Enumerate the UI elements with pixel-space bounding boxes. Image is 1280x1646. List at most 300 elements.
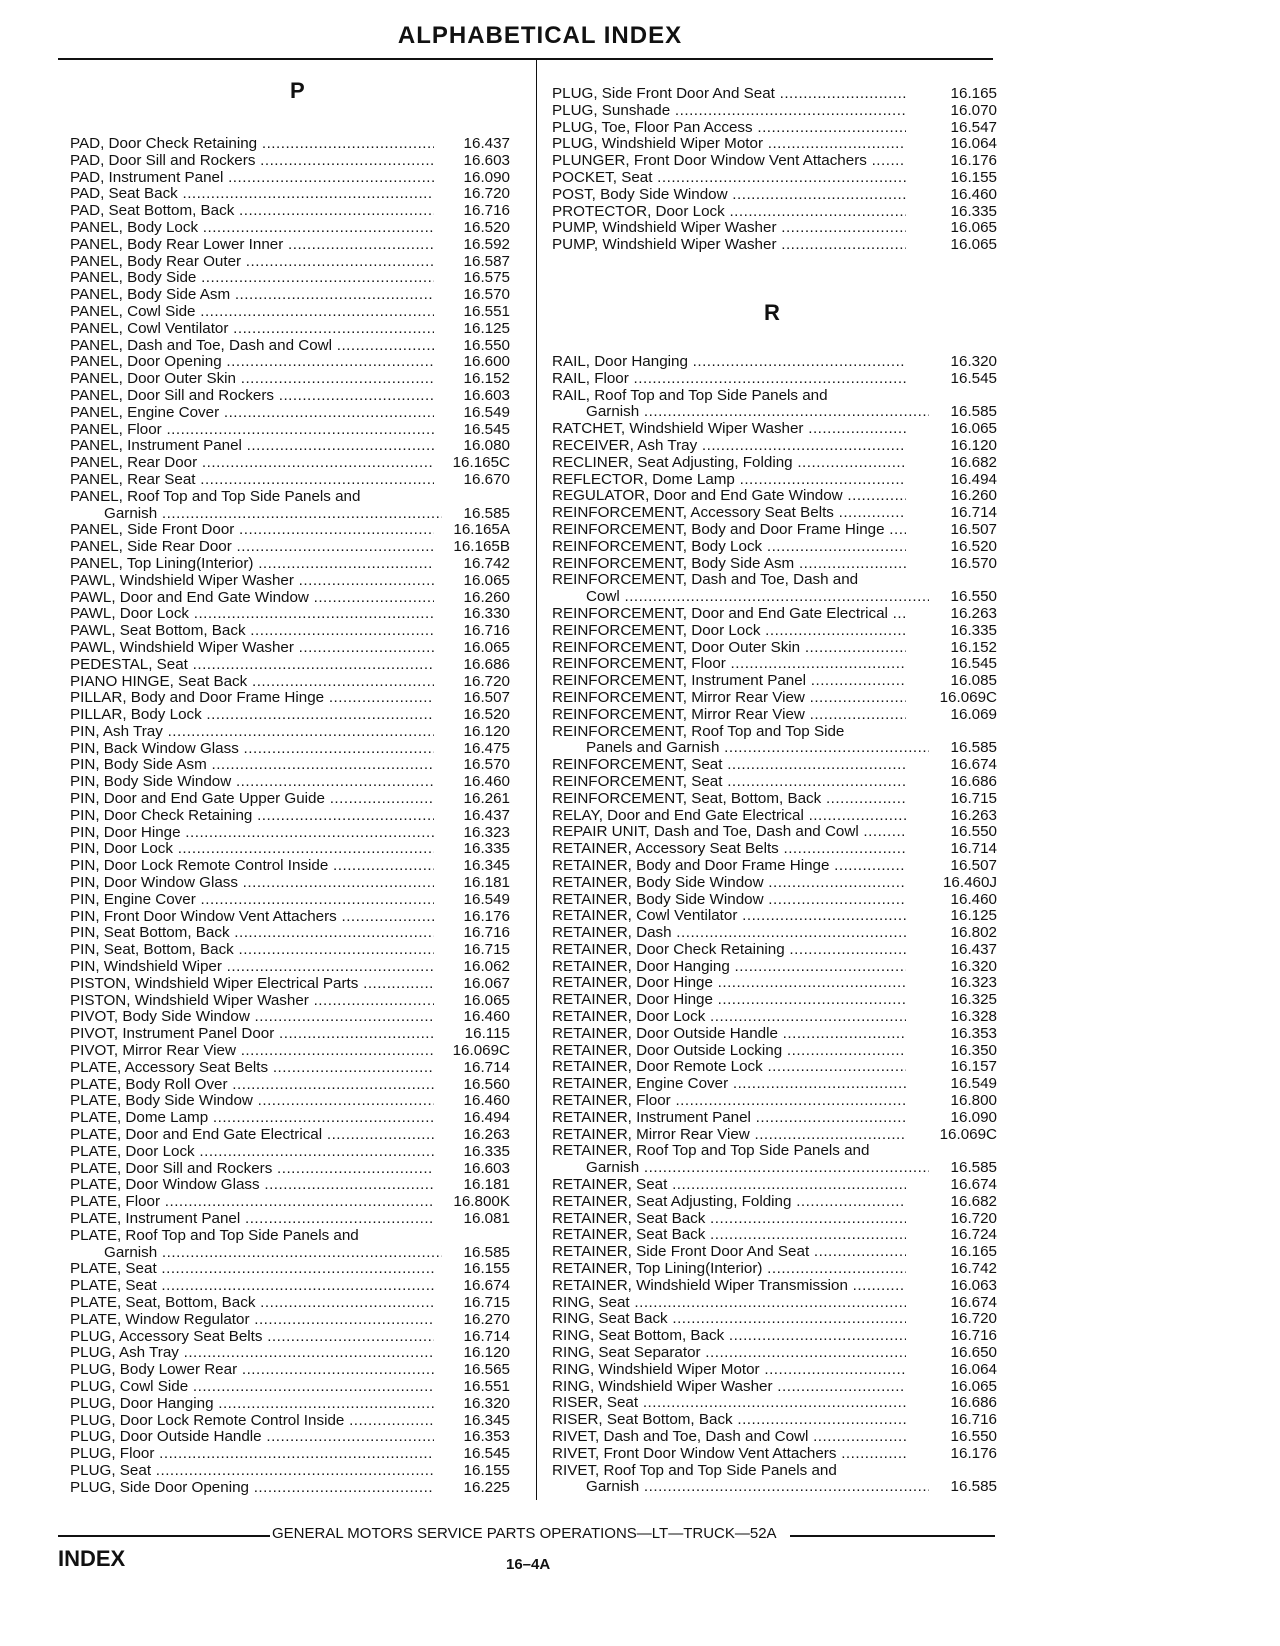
entry-description: REINFORCEMENT, Seat ..... xyxy=(552,774,906,791)
entry-page-ref: 16.345 xyxy=(463,1411,510,1429)
entry-page-ref: 16.165 xyxy=(950,1243,997,1261)
entry-description: RETAINER, Seat Adjusting, Folding ..... xyxy=(552,1194,906,1211)
entry-description: PLUG, Door Lock Remote Control Inside ..... xyxy=(70,1413,434,1430)
index-entry xyxy=(70,707,510,724)
index-entry xyxy=(552,858,997,875)
entry-description: RETAINER, Body Side Window ..... xyxy=(552,892,906,909)
entry-page-ref: 16.165 xyxy=(950,85,997,102)
entry-page-ref: 16.674 xyxy=(950,756,997,774)
index-entry xyxy=(552,237,997,254)
entry-description: REINFORCEMENT, Roof Top and Top Side xyxy=(552,723,845,740)
entry-page-ref: 16.165C xyxy=(452,454,510,472)
entry-page-ref: 16.155 xyxy=(950,168,997,186)
entry-description: RETAINER, Body and Door Frame Hinge ..... xyxy=(552,858,906,875)
entry-page-ref: 16.714 xyxy=(463,1327,510,1345)
entry-description: PLUG, Toe, Floor Pan Access ..... xyxy=(552,120,906,137)
entry-page-ref: 16.507 xyxy=(463,689,510,707)
entry-page-ref: 16.320 xyxy=(463,1394,510,1412)
index-entry xyxy=(70,1329,510,1346)
entry-description: PIN, Seat, Bottom, Back ..... xyxy=(70,942,434,959)
entry-description: RAIL, Roof Top and Top Side Panels and xyxy=(552,387,828,404)
entry-description: PANEL, Top Lining(Interior) ..... xyxy=(70,556,434,573)
entry-page-ref: 16.720 xyxy=(463,672,510,690)
index-entry xyxy=(552,690,997,707)
entry-description: REINFORCEMENT, Mirror Rear View ..... xyxy=(552,690,906,707)
entry-page-ref: 16.460 xyxy=(950,890,997,908)
index-entry xyxy=(70,1278,510,1295)
entry-page-ref: 16.603 xyxy=(463,386,510,404)
entry-page-ref: 16.545 xyxy=(950,655,997,673)
index-entry xyxy=(70,388,510,405)
index-entry xyxy=(70,1161,510,1178)
entry-page-ref: 16.682 xyxy=(950,453,997,471)
entry-description: REINFORCEMENT, Dash and Toe, Dash and xyxy=(552,572,859,589)
entry-description: PANEL, Side Front Door ..... xyxy=(70,522,434,539)
entry-page-ref: 16.570 xyxy=(950,554,997,572)
entry-page-ref: 16.263 xyxy=(463,1126,510,1144)
entry-page-ref: 16.155 xyxy=(463,1260,510,1278)
index-entry xyxy=(552,1278,997,1295)
index-entry xyxy=(552,1009,997,1026)
entry-page-ref: 16.069C xyxy=(939,688,997,706)
entry-page-ref: 16.674 xyxy=(463,1277,510,1295)
entry-description: PLATE, Door Window Glass ..... xyxy=(70,1177,434,1194)
index-entry xyxy=(552,1379,997,1396)
index-entry xyxy=(552,925,997,942)
entry-page-ref: 16.330 xyxy=(463,605,510,623)
entry-page-ref: 16.716 xyxy=(463,924,510,942)
entry-page-ref: 16.682 xyxy=(950,1192,997,1210)
index-entry xyxy=(70,1211,510,1228)
entry-description: RETAINER, Body Side Window ..... xyxy=(552,875,906,892)
index-entry xyxy=(552,1194,997,1211)
index-entry xyxy=(552,942,997,959)
entry-page-ref: 16.065 xyxy=(463,638,510,656)
entry-description: RETAINER, Seat ..... xyxy=(552,1177,906,1194)
index-entry xyxy=(70,136,510,153)
entry-page-ref: 16.320 xyxy=(950,353,997,370)
index-entry xyxy=(552,908,997,925)
entry-page-ref: 16.115 xyxy=(464,1025,510,1043)
index-entry xyxy=(552,388,997,405)
entry-page-ref: 16.716 xyxy=(463,202,510,220)
index-entry xyxy=(70,1345,510,1362)
entry-description: REINFORCEMENT, Instrument Panel ..... xyxy=(552,673,906,690)
index-entry xyxy=(70,993,510,1010)
entry-page-ref: 16.575 xyxy=(463,269,510,287)
entry-description: PIN, Door Hinge ..... xyxy=(70,825,434,842)
entry-page-ref: 16.181 xyxy=(463,1176,510,1194)
entry-description: REINFORCEMENT, Body Lock ..... xyxy=(552,539,906,556)
index-entry xyxy=(70,1043,510,1060)
entry-description: PAD, Seat Bottom, Back ..... xyxy=(70,203,434,220)
entry-page-ref: 16.551 xyxy=(463,1377,510,1395)
entry-description: REINFORCEMENT, Body Side Asm ..... xyxy=(552,556,906,573)
entry-page-ref: 16.716 xyxy=(950,1411,997,1429)
entry-description: PLUG, Accessory Seat Belts ..... xyxy=(70,1329,434,1346)
index-entry xyxy=(552,505,997,522)
index-entry xyxy=(70,590,510,607)
index-entry xyxy=(552,522,997,539)
entry-page-ref: 16.165B xyxy=(453,538,510,556)
index-entry xyxy=(552,673,997,690)
entry-description: PLATE, Window Regulator ..... xyxy=(70,1312,434,1329)
entry-page-ref: 16.155 xyxy=(463,1461,510,1479)
entry-description: PIN, Back Window Glass ..... xyxy=(70,741,434,758)
index-entry xyxy=(552,1043,997,1060)
section-letter-r: R xyxy=(764,300,780,325)
footer-rule-left xyxy=(58,1535,270,1537)
entry-page-ref: 16.520 xyxy=(463,706,510,724)
index-entry xyxy=(552,120,997,137)
index-entry xyxy=(552,1328,997,1345)
entry-page-ref: 16.520 xyxy=(950,537,997,555)
entry-description: RETAINER, Cowl Ventilator ..... xyxy=(552,908,906,925)
entry-page-ref: 16.152 xyxy=(950,638,997,656)
index-entry xyxy=(70,354,510,371)
entry-description: PUMP, Windshield Wiper Washer ..... xyxy=(552,237,906,254)
entry-description: PAD, Door Sill and Rockers ..... xyxy=(70,153,434,170)
index-entry xyxy=(552,472,997,489)
entry-page-ref: 16.800K xyxy=(453,1193,510,1211)
entry-page-ref: 16.063 xyxy=(950,1276,997,1294)
entry-description: PANEL, Instrument Panel ..... xyxy=(70,438,434,455)
entry-page-ref: 16.585 xyxy=(950,403,997,421)
index-entry xyxy=(70,1446,510,1463)
entry-description: PAWL, Door and End Gate Window ..... xyxy=(70,590,434,607)
entry-page-ref: 16.181 xyxy=(463,874,510,892)
index-entry xyxy=(552,606,997,623)
entry-description: PIN, Ash Tray ..... xyxy=(70,724,434,741)
index-entry xyxy=(70,1177,510,1194)
index-entry xyxy=(552,1076,997,1093)
index-entry xyxy=(552,438,997,455)
entry-page-ref: 16.800 xyxy=(950,1092,997,1110)
index-entry xyxy=(70,774,510,791)
entry-page-ref: 16.176 xyxy=(463,907,510,925)
index-entry xyxy=(70,1077,510,1094)
entry-description: PANEL, Body Lock ..... xyxy=(70,220,434,237)
index-entry xyxy=(552,488,997,505)
entry-description: PANEL, Cowl Side ..... xyxy=(70,304,434,321)
right-index-column-top xyxy=(552,86,997,254)
entry-page-ref: 16.716 xyxy=(463,622,510,640)
index-entry xyxy=(70,472,510,489)
entry-description: Garnish ..... xyxy=(552,1479,929,1496)
entry-page-ref: 16.600 xyxy=(463,353,510,371)
entry-description: PIVOT, Body Side Window ..... xyxy=(70,1009,434,1026)
index-entry xyxy=(70,1463,510,1480)
entry-page-ref: 16.270 xyxy=(463,1310,510,1328)
index-entry xyxy=(552,808,997,825)
index-entry xyxy=(70,1429,510,1446)
entry-page-ref: 16.323 xyxy=(463,823,510,841)
entry-description: PISTON, Windshield Wiper Electrical Parts ..... xyxy=(70,976,434,993)
entry-description: REINFORCEMENT, Seat, Bottom, Back ..... xyxy=(552,791,906,808)
index-entry xyxy=(70,724,510,741)
entry-description: PLUG, Side Door Opening ..... xyxy=(70,1480,434,1497)
entry-page-ref: 16.545 xyxy=(463,1445,510,1463)
entry-description: RETAINER, Door Hinge ..... xyxy=(552,975,906,992)
entry-description: REINFORCEMENT, Door Outer Skin ..... xyxy=(552,640,906,657)
entry-description: REINFORCEMENT, Door Lock ..... xyxy=(552,623,906,640)
entry-page-ref: 16.551 xyxy=(463,302,510,320)
entry-page-ref: 16.157 xyxy=(950,1058,997,1076)
index-entry xyxy=(70,1312,510,1329)
entry-page-ref: 16.460 xyxy=(463,1092,510,1110)
index-entry xyxy=(70,1026,510,1043)
index-entry xyxy=(552,1479,997,1496)
entry-page-ref: 16.802 xyxy=(950,924,997,942)
index-entry xyxy=(70,791,510,808)
index-entry xyxy=(70,875,510,892)
entry-page-ref: 16.065 xyxy=(950,219,997,237)
entry-page-ref: 16.587 xyxy=(463,252,510,270)
index-entry xyxy=(552,136,997,153)
index-entry xyxy=(552,556,997,573)
entry-page-ref: 16.353 xyxy=(950,1024,997,1042)
entry-page-ref: 16.064 xyxy=(950,135,997,153)
entry-description: PLUG, Door Hanging ..... xyxy=(70,1396,434,1413)
entry-description: RIVET, Roof Top and Top Side Panels and xyxy=(552,1462,837,1479)
entry-description: REINFORCEMENT, Seat ..... xyxy=(552,757,906,774)
entry-description: PANEL, Rear Door ..... xyxy=(70,455,434,472)
entry-description: RING, Windshield Wiper Motor ..... xyxy=(552,1362,906,1379)
entry-description: PEDESTAL, Seat ..... xyxy=(70,657,434,674)
entry-page-ref: 16.350 xyxy=(950,1041,997,1059)
index-entry xyxy=(552,656,997,673)
entry-page-ref: 16.335 xyxy=(950,202,997,220)
index-entry xyxy=(70,1362,510,1379)
index-entry xyxy=(552,1295,997,1312)
entry-page-ref: 16.335 xyxy=(950,621,997,639)
index-entry xyxy=(70,1261,510,1278)
index-entry xyxy=(70,254,510,271)
entry-page-ref: 16.120 xyxy=(463,1344,510,1362)
entry-description: REPAIR UNIT, Dash and Toe, Dash and Cowl ..... xyxy=(552,824,906,841)
entry-description: PIN, Front Door Window Vent Attachers ..... xyxy=(70,909,434,926)
entry-description: PIN, Body Side Asm ..... xyxy=(70,757,434,774)
index-entry xyxy=(70,606,510,623)
entry-description: PIN, Engine Cover ..... xyxy=(70,892,434,909)
entry-description: PANEL, Body Rear Lower Inner ..... xyxy=(70,237,434,254)
entry-page-ref: 16.714 xyxy=(950,504,997,522)
entry-page-ref: 16.494 xyxy=(950,470,997,488)
entry-description: PANEL, Body Rear Outer ..... xyxy=(70,254,434,271)
index-entry xyxy=(70,405,510,422)
entry-page-ref: 16.065 xyxy=(950,1377,997,1395)
entry-description: RETAINER, Seat Back ..... xyxy=(552,1211,906,1228)
index-entry xyxy=(70,959,510,976)
entry-description: PLUG, Sunshade ..... xyxy=(552,103,906,120)
entry-description: PIN, Windshield Wiper ..... xyxy=(70,959,434,976)
entry-page-ref: 16.353 xyxy=(463,1428,510,1446)
entry-description: POST, Body Side Window ..... xyxy=(552,187,906,204)
entry-description: RETAINER, Door Hanging ..... xyxy=(552,959,906,976)
page-title: ALPHABETICAL INDEX xyxy=(397,22,683,49)
index-entry xyxy=(70,741,510,758)
entry-page-ref: 16.263 xyxy=(950,806,997,824)
entry-description: PANEL, Engine Cover ..... xyxy=(70,405,434,422)
entry-page-ref: 16.065 xyxy=(463,571,510,589)
index-entry xyxy=(70,925,510,942)
entry-page-ref: 16.550 xyxy=(463,336,510,354)
entry-description: Cowl ..... xyxy=(552,589,929,606)
index-entry xyxy=(552,1261,997,1278)
entry-page-ref: 16.081 xyxy=(463,1210,510,1227)
index-entry xyxy=(70,203,510,220)
entry-description: RETAINER, Accessory Seat Belts ..... xyxy=(552,841,906,858)
entry-description: PLUG, Seat ..... xyxy=(70,1463,434,1480)
entry-description: RETAINER, Door Outside Locking ..... xyxy=(552,1043,906,1060)
index-entry xyxy=(552,1345,997,1362)
index-entry xyxy=(552,371,997,388)
entry-description: PLUG, Windshield Wiper Motor ..... xyxy=(552,136,906,153)
entry-description: PLATE, Door and End Gate Electrical ..... xyxy=(70,1127,434,1144)
entry-page-ref: 16.603 xyxy=(463,151,510,169)
entry-description: RATCHET, Windshield Wiper Washer ..... xyxy=(552,421,906,438)
entry-page-ref: 16.065 xyxy=(950,420,997,438)
entry-description: PLUG, Door Outside Handle ..... xyxy=(70,1429,434,1446)
entry-description: PLATE, Seat, Bottom, Back ..... xyxy=(70,1295,434,1312)
index-entry xyxy=(70,422,510,439)
entry-page-ref: 16.460 xyxy=(463,773,510,791)
entry-description: PLATE, Floor ..... xyxy=(70,1194,434,1211)
entry-page-ref: 16.067 xyxy=(463,974,510,992)
entry-page-ref: 16.494 xyxy=(463,1109,510,1127)
title-rule xyxy=(58,58,993,60)
index-entry xyxy=(552,1362,997,1379)
entry-description: RAIL, Door Hanging ..... xyxy=(552,354,906,371)
entry-page-ref: 16.714 xyxy=(463,1058,510,1076)
index-entry xyxy=(70,287,510,304)
entry-page-ref: 16.070 xyxy=(950,101,997,119)
index-entry xyxy=(70,674,510,691)
index-entry xyxy=(552,1395,997,1412)
entry-page-ref: 16.325 xyxy=(950,991,997,1009)
entry-description: RETAINER, Engine Cover ..... xyxy=(552,1076,906,1093)
entry-page-ref: 16.065 xyxy=(950,236,997,254)
entry-description: PIN, Door Window Glass ..... xyxy=(70,875,434,892)
entry-description: RETAINER, Door Check Retaining ..... xyxy=(552,942,906,959)
index-entry xyxy=(552,640,997,657)
entry-page-ref: 16.165A xyxy=(453,521,510,539)
entry-description: RISER, Seat Bottom, Back ..... xyxy=(552,1412,906,1429)
entry-page-ref: 16.742 xyxy=(950,1260,997,1278)
index-entry xyxy=(70,1379,510,1396)
index-entry xyxy=(552,589,997,606)
entry-page-ref: 16.507 xyxy=(950,520,997,538)
index-entry xyxy=(552,1127,997,1144)
entry-page-ref: 16.520 xyxy=(463,218,510,236)
index-entry xyxy=(552,1093,997,1110)
entry-description: PANEL, Dash and Toe, Dash and Cowl ..... xyxy=(70,338,434,355)
entry-page-ref: 16.550 xyxy=(950,823,997,841)
entry-page-ref: 16.674 xyxy=(950,1293,997,1311)
entry-page-ref: 16.585 xyxy=(950,739,997,757)
entry-description: PAD, Seat Back ..... xyxy=(70,186,434,203)
entry-description: REINFORCEMENT, Mirror Rear View ..... xyxy=(552,707,906,724)
entry-page-ref: 16.085 xyxy=(950,672,997,690)
entry-page-ref: 16.720 xyxy=(950,1209,997,1227)
entry-description: PLATE, Seat ..... xyxy=(70,1261,434,1278)
entry-page-ref: 16.507 xyxy=(950,856,997,874)
index-entry xyxy=(552,1311,997,1328)
entry-page-ref: 16.225 xyxy=(463,1478,510,1496)
index-entry xyxy=(70,657,510,674)
entry-description: PANEL, Body Side Asm ..... xyxy=(70,287,434,304)
index-entry xyxy=(552,1463,997,1480)
entry-description: PUMP, Windshield Wiper Washer ..... xyxy=(552,220,906,237)
index-entry xyxy=(552,824,997,841)
entry-description: PIN, Seat Bottom, Back ..... xyxy=(70,925,434,942)
index-entry xyxy=(70,640,510,657)
footer-text: GENERAL MOTORS SERVICE PARTS OPERATIONS—LT—TRUCK—52A xyxy=(272,1525,777,1542)
entry-description: PLUG, Body Lower Rear ..... xyxy=(70,1362,434,1379)
index-entry xyxy=(70,321,510,338)
index-entry xyxy=(70,1093,510,1110)
entry-description: REINFORCEMENT, Floor ..... xyxy=(552,656,906,673)
index-entry xyxy=(552,875,997,892)
entry-page-ref: 16.437 xyxy=(463,135,510,152)
index-entry xyxy=(70,539,510,556)
index-entry xyxy=(552,539,997,556)
entry-page-ref: 16.547 xyxy=(950,118,997,136)
index-entry xyxy=(70,338,510,355)
index-entry xyxy=(70,892,510,909)
entry-page-ref: 16.125 xyxy=(463,319,510,337)
entry-description: POCKET, Seat ..... xyxy=(552,170,906,187)
entry-page-ref: 16.714 xyxy=(950,840,997,858)
entry-description: PLUG, Side Front Door And Seat ..... xyxy=(552,86,906,103)
index-entry xyxy=(552,892,997,909)
entry-page-ref: 16.560 xyxy=(463,1075,510,1093)
index-entry xyxy=(70,556,510,573)
entry-description: REINFORCEMENT, Door and End Gate Electrical ..... xyxy=(552,606,906,623)
index-entry xyxy=(70,1396,510,1413)
index-entry xyxy=(70,976,510,993)
index-entry xyxy=(552,220,997,237)
entry-description: PIN, Door Lock ..... xyxy=(70,841,434,858)
entry-description: PLUNGER, Front Door Window Vent Attachers ..... xyxy=(552,153,906,170)
index-entry xyxy=(552,975,997,992)
entry-page-ref: 16.065 xyxy=(463,991,510,1009)
index-entry xyxy=(552,1177,997,1194)
entry-page-ref: 16.320 xyxy=(950,957,997,975)
index-entry xyxy=(552,572,997,589)
entry-page-ref: 16.550 xyxy=(950,1428,997,1445)
entry-description: PIVOT, Mirror Rear View ..... xyxy=(70,1043,434,1060)
index-entry xyxy=(70,1480,510,1497)
index-entry xyxy=(552,724,997,741)
entry-description: Garnish ..... xyxy=(552,404,929,421)
entry-description: PANEL, Floor ..... xyxy=(70,422,434,439)
entry-page-ref: 16.585 xyxy=(950,1478,997,1496)
index-entry xyxy=(70,623,510,640)
column-divider xyxy=(536,60,537,1500)
entry-description: REFLECTOR, Dome Lamp ..... xyxy=(552,472,906,489)
entry-description: PIN, Body Side Window ..... xyxy=(70,774,434,791)
entry-description: PLUG, Cowl Side ..... xyxy=(70,1379,434,1396)
index-entry xyxy=(70,237,510,254)
entry-description: PAWL, Seat Bottom, Back ..... xyxy=(70,623,434,640)
entry-description: RETAINER, Dash ..... xyxy=(552,925,906,942)
entry-description: PROTECTOR, Door Lock ..... xyxy=(552,204,906,221)
entry-description: RETAINER, Roof Top and Top Side Panels and xyxy=(552,1143,870,1160)
entry-page-ref: 16.550 xyxy=(950,588,997,606)
index-entry xyxy=(70,270,510,287)
entry-description: RETAINER, Instrument Panel ..... xyxy=(552,1110,906,1127)
